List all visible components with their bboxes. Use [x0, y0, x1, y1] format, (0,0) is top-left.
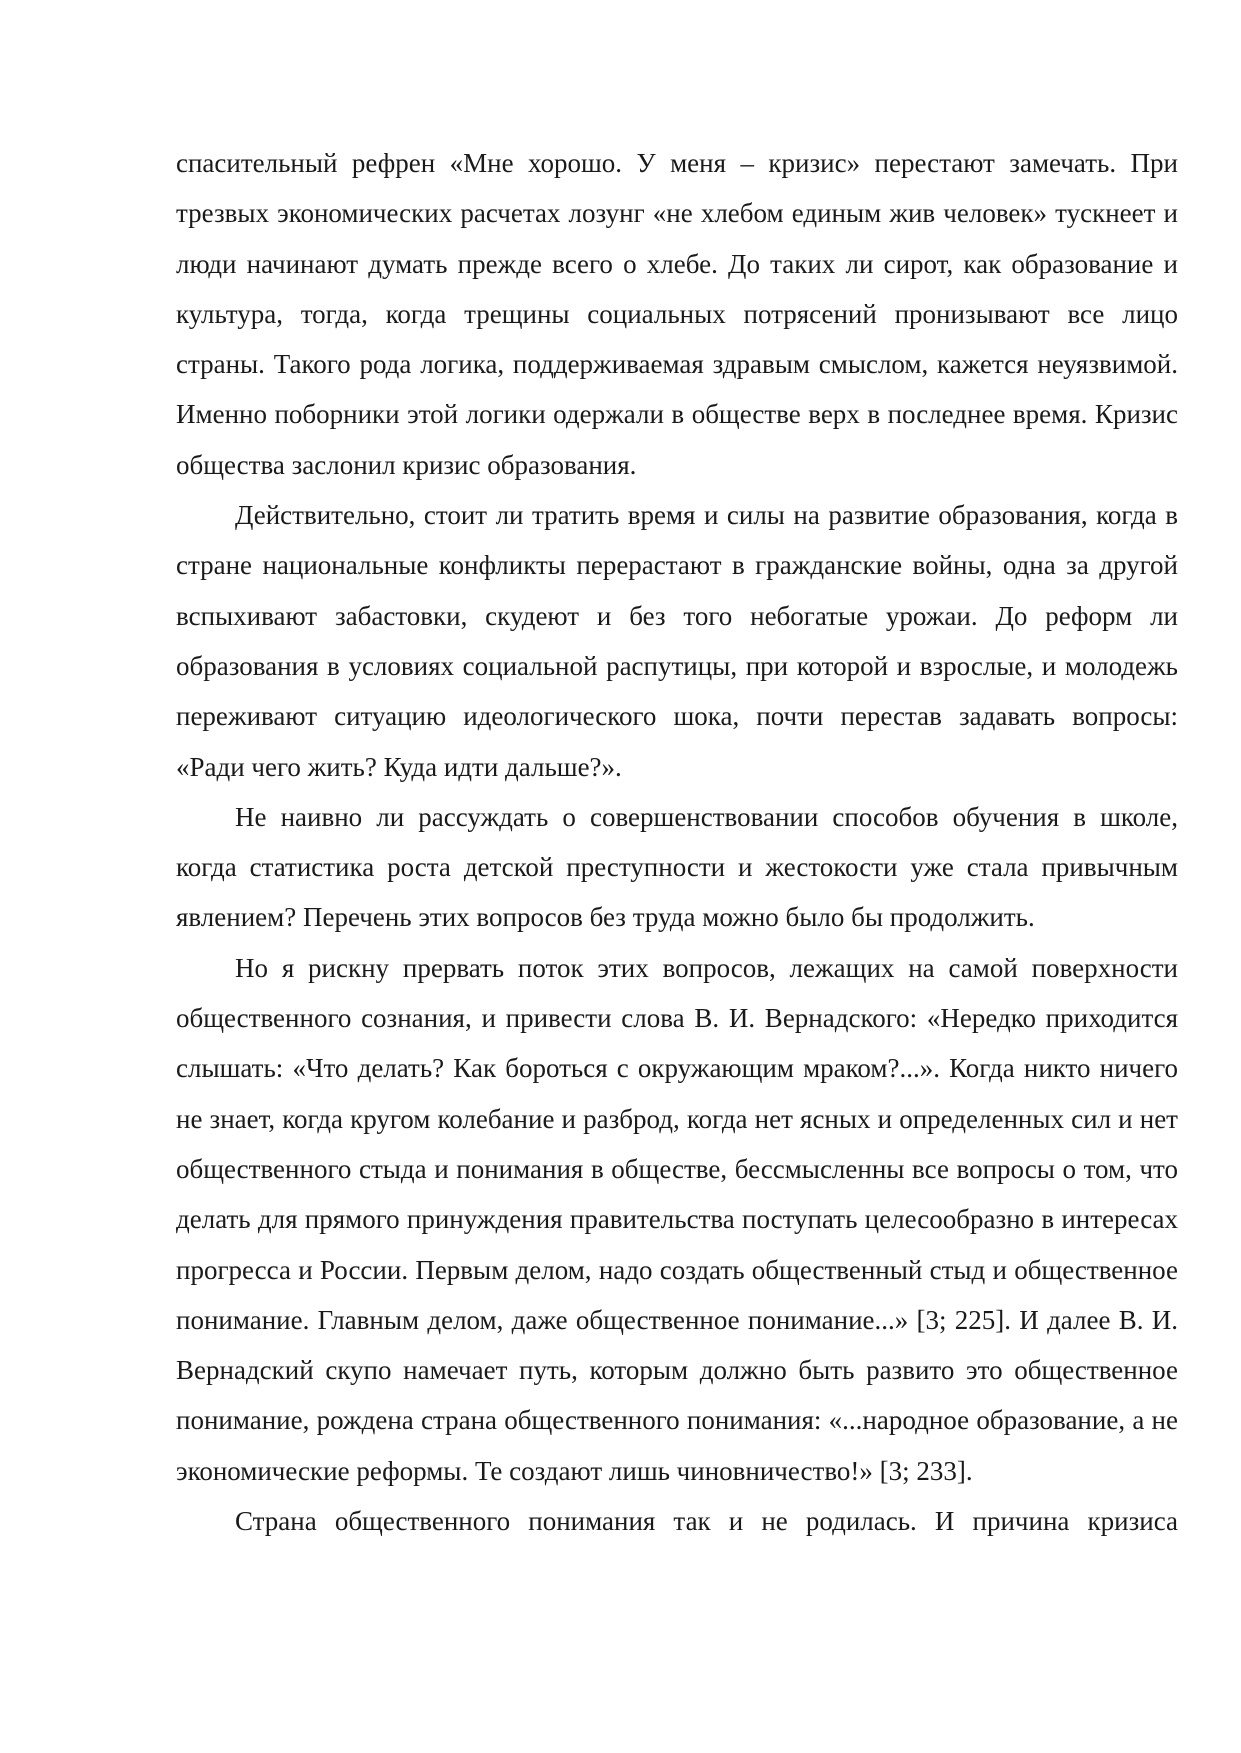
paragraph-4: Но я рискну прервать поток этих вопросов, лежащих на самой поверхности общественного сознания, и привести слова В. И. Вернадского: «Нередко приходится слышать: «Что делать? Как бороться с окружающим мраком?...». Когда никто ничего не знает, когда кругом колебание и разброд, когда нет ясных и определенных сил и нет общественного стыда и понимания в обществе, бессмысленны все вопросы о том, что делать для прямого принуждения правительства поступать целесообразно в интересах прогресса и России. Первым делом, надо создать общественный стыд и общественное понимание. Главным делом, даже общественное понимание...» [3; 225]. И далее В. И. Вернадский скупо намечает путь, которым должно быть развито это общественное понимание, рождена страна общественного понимания: «...народное образование, а не экономические реформы. Те создают лишь чиновничество!» [3; 233]. [176, 952, 1178, 1486]
body-text [176, 138, 1178, 1546]
paragraph-3: Не наивно ли рассуждать о совершенствовании способов обучения в школе, когда статистика роста детской преступности и жестокости уже стала привычным явлением? Перечень этих вопросов без труда можно было бы продолжить. [176, 801, 1178, 933]
paragraph-2: Действительно, стоит ли тратить время и силы на развитие образования, когда в стране национальные конфликты перерастают в гражданские войны, одна за другой вспыхивают забастовки, скудеют и без того небогатые урожаи. До реформ ли образования в условиях социальной распутицы, при которой и взрослые, и молодежь переживают ситуацию идеологического шока, почти перестав задавать вопросы: «Ради чего жить? Куда идти дальше?». [176, 500, 1178, 782]
paragraph-1: спасительный рефрен «Мне хорошо. У меня – кризис» перестают замечать. При трезвых экономических расчетах лозунг «не хлебом единым жив человек» тускнеет и люди начинают думать прежде всего о хлебе. До таких ли сирот, как образование и культура, тогда, когда трещины социальных потрясений пронизывают все лицо страны. Такого рода логика, поддерживаемая здравым смыслом, кажется неуязвимой. Именно поборники этой логики одержали в обществе верх в последнее время. Кризис общества заслонил кризис образования. [176, 148, 1178, 480]
paragraph-5: Страна общественного понимания так и не родилась. И причина кризиса [235, 1506, 1178, 1537]
